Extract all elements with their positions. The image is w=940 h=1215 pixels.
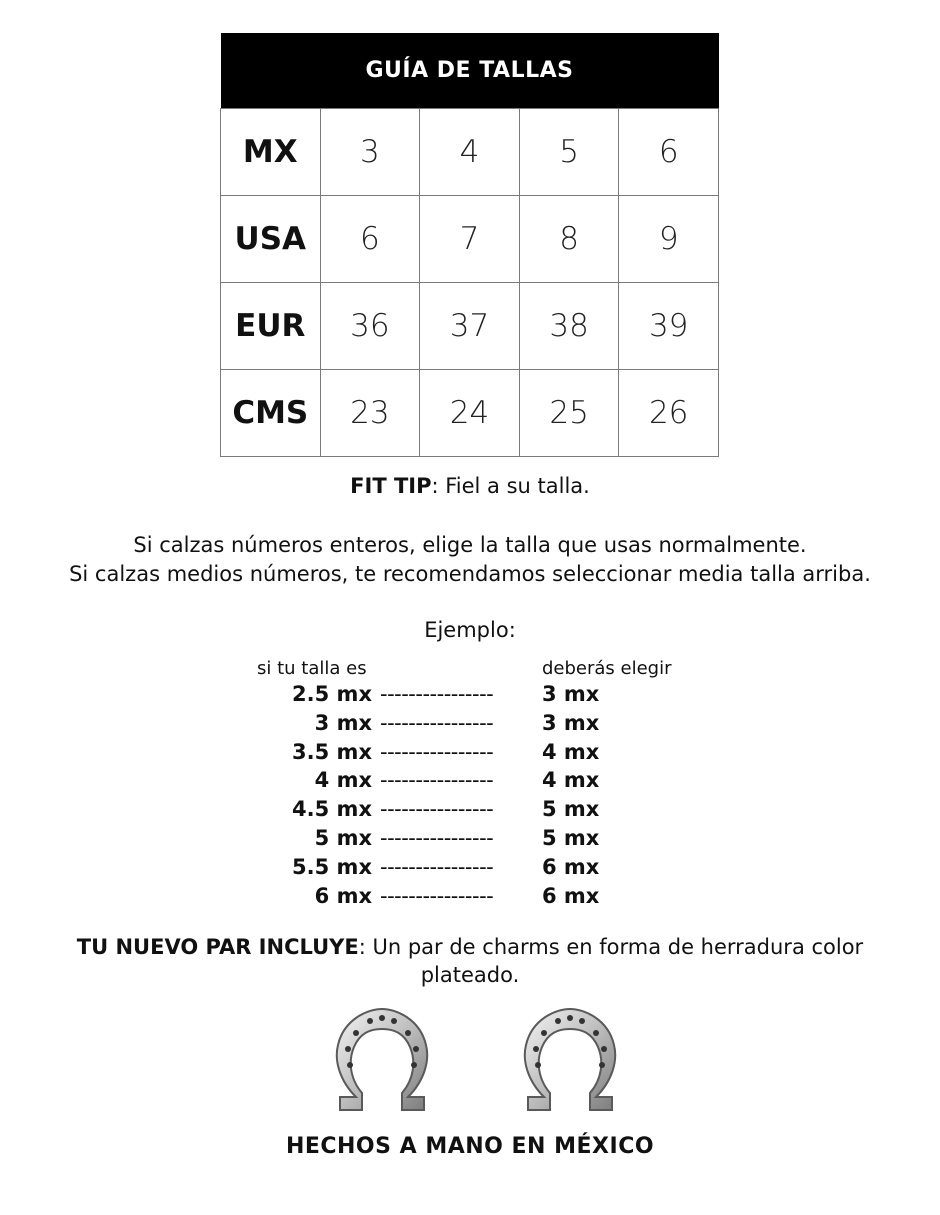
example-from-size: 6 mx bbox=[314, 883, 372, 908]
example-to-size: 5 mx bbox=[542, 826, 600, 850]
example-from-size: 3.5 mx bbox=[292, 739, 372, 764]
example-from-size: 3 mx bbox=[314, 710, 372, 735]
example-row bbox=[0, 682, 940, 711]
size-cell: 37 bbox=[420, 283, 520, 370]
example-dash-separator: ---------------- bbox=[380, 768, 494, 793]
advice-whole-sizes: Si calzas números enteros, elige la talla que usas normalmente. bbox=[133, 533, 807, 557]
size-cell: 38 bbox=[519, 283, 619, 370]
example-to-size: 5 mx bbox=[542, 797, 600, 822]
fit-tip-label: FIT TIP bbox=[350, 474, 432, 498]
table-row-mx bbox=[221, 109, 719, 196]
size-cell: 6 bbox=[320, 196, 420, 283]
includes-note bbox=[0, 933, 940, 989]
size-cell: 24 bbox=[420, 370, 520, 457]
example-to-size: 4 mx bbox=[542, 739, 600, 764]
example-row bbox=[0, 826, 940, 855]
size-cell: 25 bbox=[519, 370, 619, 457]
example-row bbox=[0, 768, 940, 797]
table-row-cms bbox=[221, 370, 719, 457]
row-label-eur: EUR bbox=[221, 283, 321, 370]
example-to-size: 6 mx bbox=[542, 854, 600, 879]
example-from-size: 4 mx bbox=[314, 768, 372, 793]
size-cell: 9 bbox=[619, 196, 719, 283]
example-to-size: 6 mx bbox=[542, 883, 600, 908]
example-row bbox=[0, 884, 940, 913]
example-to-size: 3 mx bbox=[542, 710, 600, 735]
row-label-cms: CMS bbox=[221, 370, 321, 457]
example-from-size: 2.5 mx bbox=[292, 682, 372, 706]
fit-tip bbox=[0, 474, 940, 498]
example-row bbox=[0, 797, 940, 826]
size-cell: 26 bbox=[619, 370, 719, 457]
example-row bbox=[0, 855, 940, 884]
table-row-usa bbox=[221, 196, 719, 283]
size-cell: 39 bbox=[619, 283, 719, 370]
size-guide-title: GUÍA DE TALLAS bbox=[221, 33, 719, 109]
size-cell: 8 bbox=[519, 196, 619, 283]
size-guide-table bbox=[220, 33, 719, 457]
horseshoe-charm-image bbox=[510, 1005, 630, 1125]
example-title: Ejemplo: bbox=[424, 618, 516, 642]
example-dash-separator: ---------------- bbox=[380, 826, 494, 850]
horseshoe-charm-image bbox=[322, 1005, 442, 1125]
size-cell: 3 bbox=[320, 109, 420, 196]
size-cell: 4 bbox=[420, 109, 520, 196]
example-row bbox=[0, 740, 940, 769]
example-to-size: 3 mx bbox=[542, 682, 600, 706]
example-to-size: 4 mx bbox=[542, 768, 600, 793]
table-row-eur bbox=[221, 283, 719, 370]
example-dash-separator: ---------------- bbox=[380, 682, 494, 706]
example-from-size: 4.5 mx bbox=[292, 797, 372, 822]
example-dash-separator: ---------------- bbox=[380, 797, 494, 822]
fit-tip-text: : Fiel a su talla. bbox=[431, 474, 590, 498]
size-cell: 23 bbox=[320, 370, 420, 457]
size-cell: 36 bbox=[320, 283, 420, 370]
row-label-usa: USA bbox=[221, 196, 321, 283]
example-dash-separator: ---------------- bbox=[380, 710, 494, 735]
size-cell: 7 bbox=[420, 196, 520, 283]
example-dash-separator: ---------------- bbox=[380, 739, 494, 764]
row-label-mx: MX bbox=[221, 109, 321, 196]
size-cell: 5 bbox=[519, 109, 619, 196]
advice-half-sizes: Si calzas medios números, te recomendamos seleccionar media talla arriba. bbox=[69, 562, 871, 586]
example-col-to: deberás elegir bbox=[542, 658, 672, 679]
example-from-size: 5.5 mx bbox=[292, 854, 372, 879]
example-col-from: si tu talla es bbox=[257, 658, 367, 679]
example-from-size: 5 mx bbox=[314, 826, 372, 850]
handmade-footer: HECHOS A MANO EN MÉXICO bbox=[285, 1134, 655, 1159]
size-cell: 6 bbox=[619, 109, 719, 196]
includes-text: : Un par de charms en forma de herradura color plateado. bbox=[358, 935, 864, 987]
includes-label: TU NUEVO PAR INCLUYE bbox=[76, 935, 359, 959]
example-dash-separator: ---------------- bbox=[380, 854, 494, 879]
example-row bbox=[0, 711, 940, 740]
example-dash-separator: ---------------- bbox=[380, 883, 494, 908]
